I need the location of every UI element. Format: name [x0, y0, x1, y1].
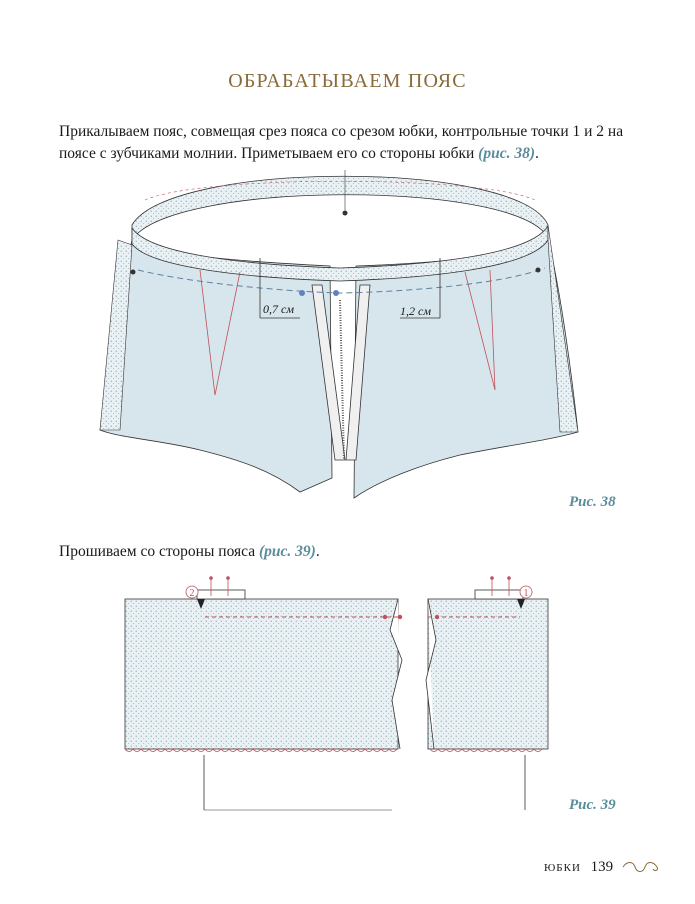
waistband-left-section — [125, 599, 398, 749]
page-footer — [544, 857, 657, 876]
control-point-2: 2 — [189, 588, 195, 599]
left-measure-label: 0,7 см — [263, 302, 294, 316]
right-measure-label: 1,2 см — [400, 304, 431, 318]
paragraph-end: . — [315, 543, 320, 560]
paragraph-text: Прикалываем пояс, совмещая срез пояса со срезом юбки, контрольные точки 1 и 2 на поясе с зубчиками молнии. Приметываем его со стороны юбки — [59, 123, 624, 162]
page-heading: ОБРАБАТЫВАЕМ ПОЯС — [228, 70, 467, 92]
figure-reference: (рис. 38) — [478, 145, 535, 162]
figure-38-caption: Рис. 38 — [569, 494, 616, 510]
figure-reference: (рис. 39) — [258, 543, 316, 560]
flourish-ornament-icon — [621, 860, 661, 874]
control-point-1: 1 — [523, 588, 529, 599]
figure-39-caption: Рис. 39 — [569, 797, 616, 813]
paragraph-text: Прошиваем со стороны пояса — [59, 543, 256, 560]
waistband-right-section — [428, 599, 548, 749]
section-name: ЮБКИ — [544, 862, 581, 874]
paragraph-end: . — [535, 145, 539, 162]
page-number: 139 — [590, 859, 614, 875]
